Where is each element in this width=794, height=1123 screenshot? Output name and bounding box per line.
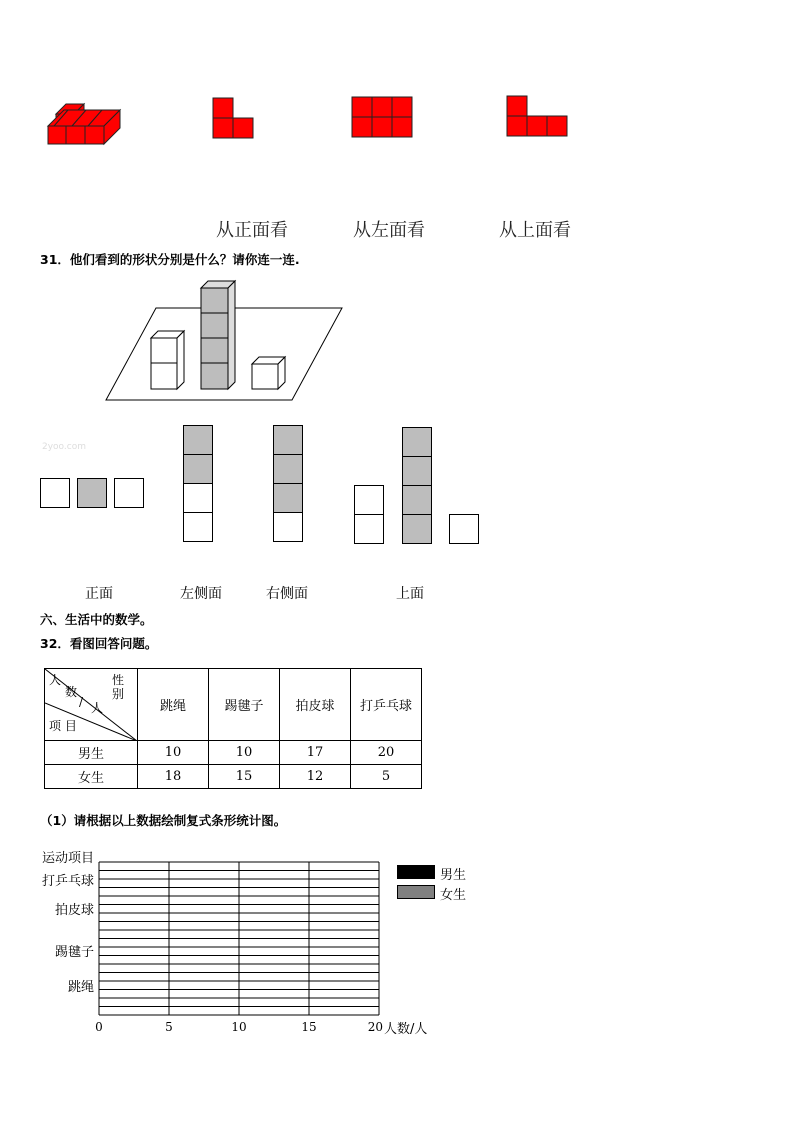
legend-label-boys: 男生 [440, 868, 467, 883]
table-cell: 12 [280, 765, 351, 789]
corner-ren: 人 [49, 673, 62, 687]
table-cell: 18 [138, 765, 209, 789]
corner-shu: 数 [65, 685, 78, 699]
header-3: 打乒乓球 [351, 669, 422, 741]
table-cell: 10 [138, 741, 209, 765]
y-axis-title: 运动项目 [42, 851, 95, 866]
header-0: 跳绳 [138, 669, 209, 741]
corner-xiangmu: 项 目 [49, 719, 77, 733]
caption-top: 从上面看 [499, 220, 571, 241]
label-left-side: 左侧面 [180, 586, 222, 602]
caption-left: 从左面看 [353, 220, 425, 241]
x-tick-label: 15 [301, 1020, 317, 1034]
question-31: 31．他们看到的形状分别是什么？请你连一连. [40, 252, 300, 267]
table-cell: 5 [351, 765, 422, 789]
legend-swatch-girls [397, 885, 435, 899]
x-tick-label: 20 [367, 1020, 383, 1034]
legend-swatch-boys [397, 865, 435, 879]
table-cell: 17 [280, 741, 351, 765]
corner-slash: / [79, 695, 84, 709]
header-2: 拍皮球 [280, 669, 351, 741]
y-category-label: 打乒乓球 [41, 874, 94, 889]
corner-ren2: 人 [91, 701, 104, 715]
caption-front: 从正面看 [216, 220, 288, 241]
corner-xingbie: 性 别 [111, 673, 124, 701]
y-category-label: 拍皮球 [54, 903, 94, 918]
header-1: 踢毽子 [209, 669, 280, 741]
watermark: 2yoo.com [42, 442, 86, 452]
x-axis-title: 人数/人 [384, 1022, 428, 1037]
label-top: 上面 [396, 586, 424, 602]
y-category-label: 踢毽子 [54, 945, 94, 960]
table-cell: 15 [209, 765, 280, 789]
x-tick-label: 0 [95, 1020, 103, 1034]
label-right-side: 右侧面 [266, 586, 308, 602]
legend-label-girls: 女生 [440, 888, 467, 903]
x-tick-label: 10 [231, 1020, 247, 1034]
sub-question-1: （1）请根据以上数据绘制复式条形统计图。 [40, 813, 287, 828]
y-category-label: 跳绳 [67, 980, 94, 995]
label-front: 正面 [85, 586, 113, 602]
question-32: 32．看图回答问题。 [40, 636, 158, 651]
row-label: 男生 [45, 741, 138, 765]
row-label: 女生 [45, 765, 138, 789]
table-cell: 20 [351, 741, 422, 765]
x-tick-label: 5 [165, 1020, 173, 1034]
section-6-title: 六、生活中的数学。 [40, 612, 153, 627]
table-cell: 10 [209, 741, 280, 765]
